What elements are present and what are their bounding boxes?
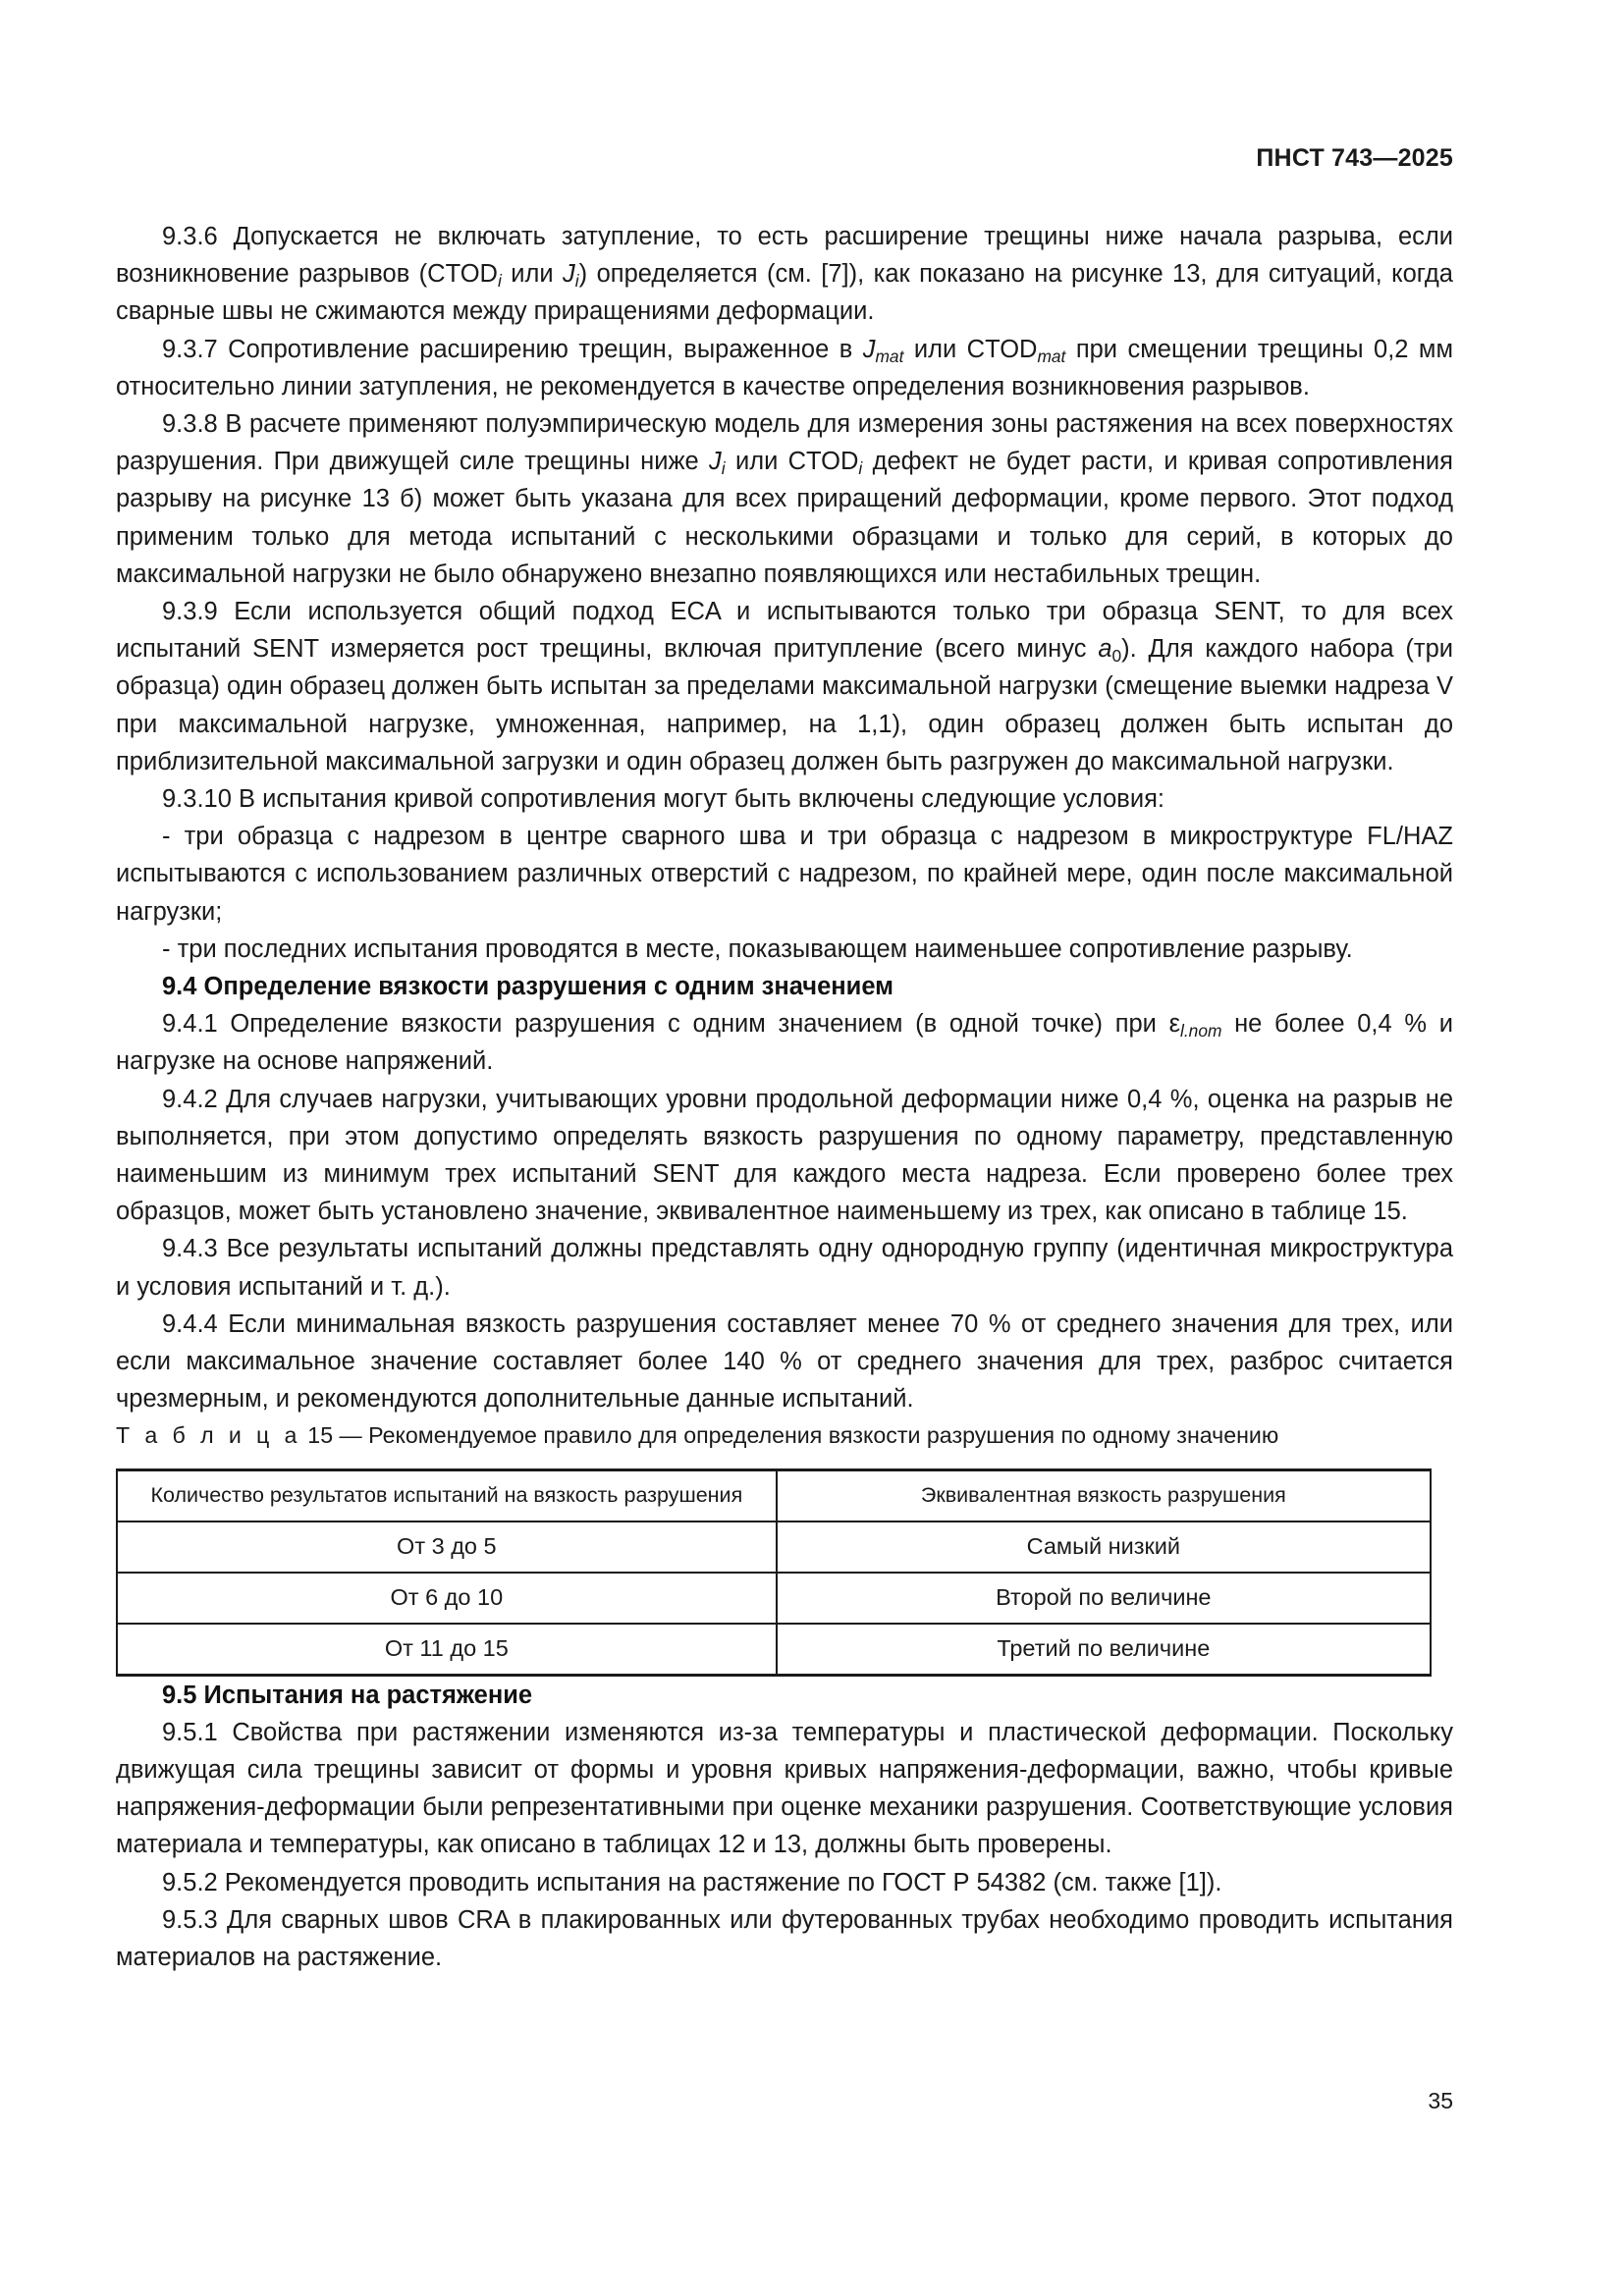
subscript-i-2: i: [574, 271, 579, 292]
paragraph-9-3-7-text-b: или CTOD: [903, 335, 1038, 363]
paragraph-9-4-3: 9.4.3 Все результаты испытаний должны представлять одну однородную группу (идентичная микроструктура и условия испытаний и т. д.).: [116, 1235, 1453, 1301]
table-column-header-count: Количество результатов испытаний на вязкость разрушения: [117, 1469, 777, 1522]
subscript-i-1: i: [497, 271, 502, 292]
body-text-column: [116, 218, 1453, 1976]
symbol-a: a: [1098, 635, 1112, 664]
paragraph-9-4-2: 9.4.2 Для случаев нагрузки, учитывающих уровни продольной деформации ниже 0,4 %, оценка на разрыв не выполняется, при этом допустимо определять вязкость разрушения по одному параметру, представленную наименьшим из минимум трех испытаний SENT для каждого места надреза. Если проверено более трех образцов, может быть установлено значение, эквивалентное наименьшему из трех, как описано в таблице 15.: [116, 1085, 1453, 1226]
table-row: [117, 1522, 1431, 1573]
subscript-mat-1: mat: [875, 346, 904, 366]
subscript-l-nom: l.nom: [1180, 1021, 1222, 1041]
paragraph-9-3-10: 9.3.10 В испытания кривой сопротивления могут быть включены следующие условия:: [162, 785, 1164, 814]
symbol-j-mat: J: [862, 335, 876, 363]
table-cell-value: Самый низкий: [777, 1522, 1431, 1573]
paragraph-9-5-2: 9.5.2 Рекомендуется проводить испытания на растяжение по ГОСТ Р 54382 (см. также [1]).: [162, 1868, 1222, 1896]
paragraph-9-4-1: [116, 1005, 1453, 1080]
symbol-j-1: J: [563, 260, 575, 289]
heading-9-5: 9.5 Испытания на растяжение: [162, 1681, 533, 1709]
paragraph-9-3-7-text-c: при смещении трещины 0,2 мм относительно линии затупления, не рекомендуется в качестве определения возникновения разрывов.: [116, 335, 1453, 400]
table-15-caption: [116, 1418, 1453, 1452]
paragraph-9-3-9: [116, 593, 1453, 780]
paragraph-9-4-1-text-b: не более 0,4 % и нагрузке на основе напряжений.: [116, 1010, 1454, 1076]
paragraph-9-3-6-text-a: 9.3.6 Допускается не включать затупление, то есть расширение трещины ниже начала разрыва, если возникновение разрывов (CTOD: [116, 223, 1453, 289]
heading-9-4: 9.4 Определение вязкости разрушения с одним значением: [162, 973, 894, 1001]
paragraph-9-5-1: 9.5.1 Свойства при растяжении изменяются из-за температуры и пластической деформации. Поскольку движущая сила трещины зависит от формы и уровня кривых напряжения-деформации, важно, чтобы кривые напряжения-деформации были репрезентативными при оценке механики разрушения. Соответствующие условия материала и температуры, как описано в таблицах 12 и 13, должны быть проверены.: [116, 1718, 1453, 1859]
paragraph-9-3-6-text-b: или: [501, 260, 564, 289]
paragraph-9-3-6-text-c: ) определяется (см. [7]), как показано на рисунке 13, для ситуаций, когда сварные швы не сжимаются между приращениями деформации.: [116, 260, 1453, 326]
paragraph-9-4-1-text-a: 9.4.1 Определение вязкости разрушения с одним значением (в одной точке) при ε: [162, 1010, 1181, 1039]
table-15: [116, 1468, 1432, 1677]
table-caption-label: Т а б л и ц а: [116, 1421, 301, 1448]
table-cell-range: От 3 до 5: [117, 1522, 777, 1573]
paragraph-9-3-8-text-a: 9.3.8 В расчете применяют полуэмпирическую модель для измерения зоны растяжения на всех поверхностях разрушения. При движущей силе трещины ниже: [116, 410, 1453, 476]
table-caption-text: 15 — Рекомендуемое правило для определения вязкости разрушения по одному значению: [300, 1421, 1279, 1448]
paragraph-9-3-8-text-b: или CTOD: [725, 448, 859, 476]
paragraph-9-3-8-text-c: дефект не будет расти, и кривая сопротивления разрыву на рисунке 13 б) может быть указана для всех приращений деформации, кроме первого. Этот подход применим только для метода испытаний с несколькими образцами и только для серий, в которых до максимальной нагрузки не было обнаружено внезапно появляющихся или нестабильных трещин.: [116, 448, 1453, 588]
table-cell-value: Третий по величине: [777, 1624, 1431, 1676]
table-row: [117, 1573, 1431, 1624]
paragraph-9-4-4: 9.4.4 Если минимальная вязкость разрушения составляет менее 70 % от среднего значения для трех, или если максимальное значение составляет более 140 % от среднего значения для трех, разброс считается чрезмерным, и рекомендуются дополнительные данные испытаний.: [116, 1309, 1453, 1414]
table-cell-range: От 6 до 10: [117, 1573, 777, 1624]
paragraph-9-3-9-text-b: ). Для каждого набора (три образца) один образец должен быть испытан за пределами максимальной нагрузки (смещение выемки надреза V при максимальной нагрузке, умноженная, например, на 1,1), один образец должен быть испытан до приблизительной максимальной загрузки и один образец должен быть разгружен до максимальной нагрузки.: [116, 635, 1453, 775]
list-item-dash-2: - три последних испытания проводятся в месте, показывающем наименьшее сопротивление разрыву.: [162, 934, 1353, 963]
table-header-row: [117, 1469, 1431, 1522]
paragraph-9-3-6: [116, 218, 1453, 331]
paragraph-9-3-7-text-a: 9.3.7 Сопротивление расширению трещин, выраженное в: [162, 335, 863, 363]
paragraph-9-3-9-text-a: 9.3.9 Если используется общий подход ECA и испытываются только три образца SENT, то для всех испытаний SENT измеряется рост трещины, включая притупление (всего минус: [116, 598, 1453, 664]
subscript-zero: 0: [1111, 646, 1122, 667]
table-cell-range: От 11 до 15: [117, 1624, 777, 1676]
subscript-i-4: i: [858, 458, 863, 479]
paragraph-9-3-8: [116, 405, 1453, 593]
subscript-i-3: i: [721, 458, 726, 479]
paragraph-9-3-7: [116, 331, 1453, 405]
table-15-wrapper: [116, 1468, 1432, 1677]
symbol-j-2: J: [709, 448, 722, 476]
running-header-standard-code: ПНСТ 743—2025: [1256, 144, 1453, 172]
paragraph-9-5-3: 9.5.3 Для сварных швов CRA в плакированных или футерованных трубах необходимо проводить испытания материалов на растяжение.: [116, 1905, 1453, 1971]
subscript-mat-2: mat: [1037, 346, 1066, 366]
table-cell-value: Второй по величине: [777, 1573, 1431, 1624]
list-item-dash-1: - три образца с надрезом в центре сварного шва и три образца с надрезом в микроструктуре FL/HAZ испытываются с использованием различных отверстий с надрезом, по крайней мере, один после максимальной нагрузки;: [116, 823, 1453, 926]
table-row: [117, 1624, 1431, 1676]
table-column-header-equivalent: Эквивалентная вязкость разрушения: [777, 1469, 1431, 1522]
page-number: 35: [1428, 2088, 1453, 2113]
